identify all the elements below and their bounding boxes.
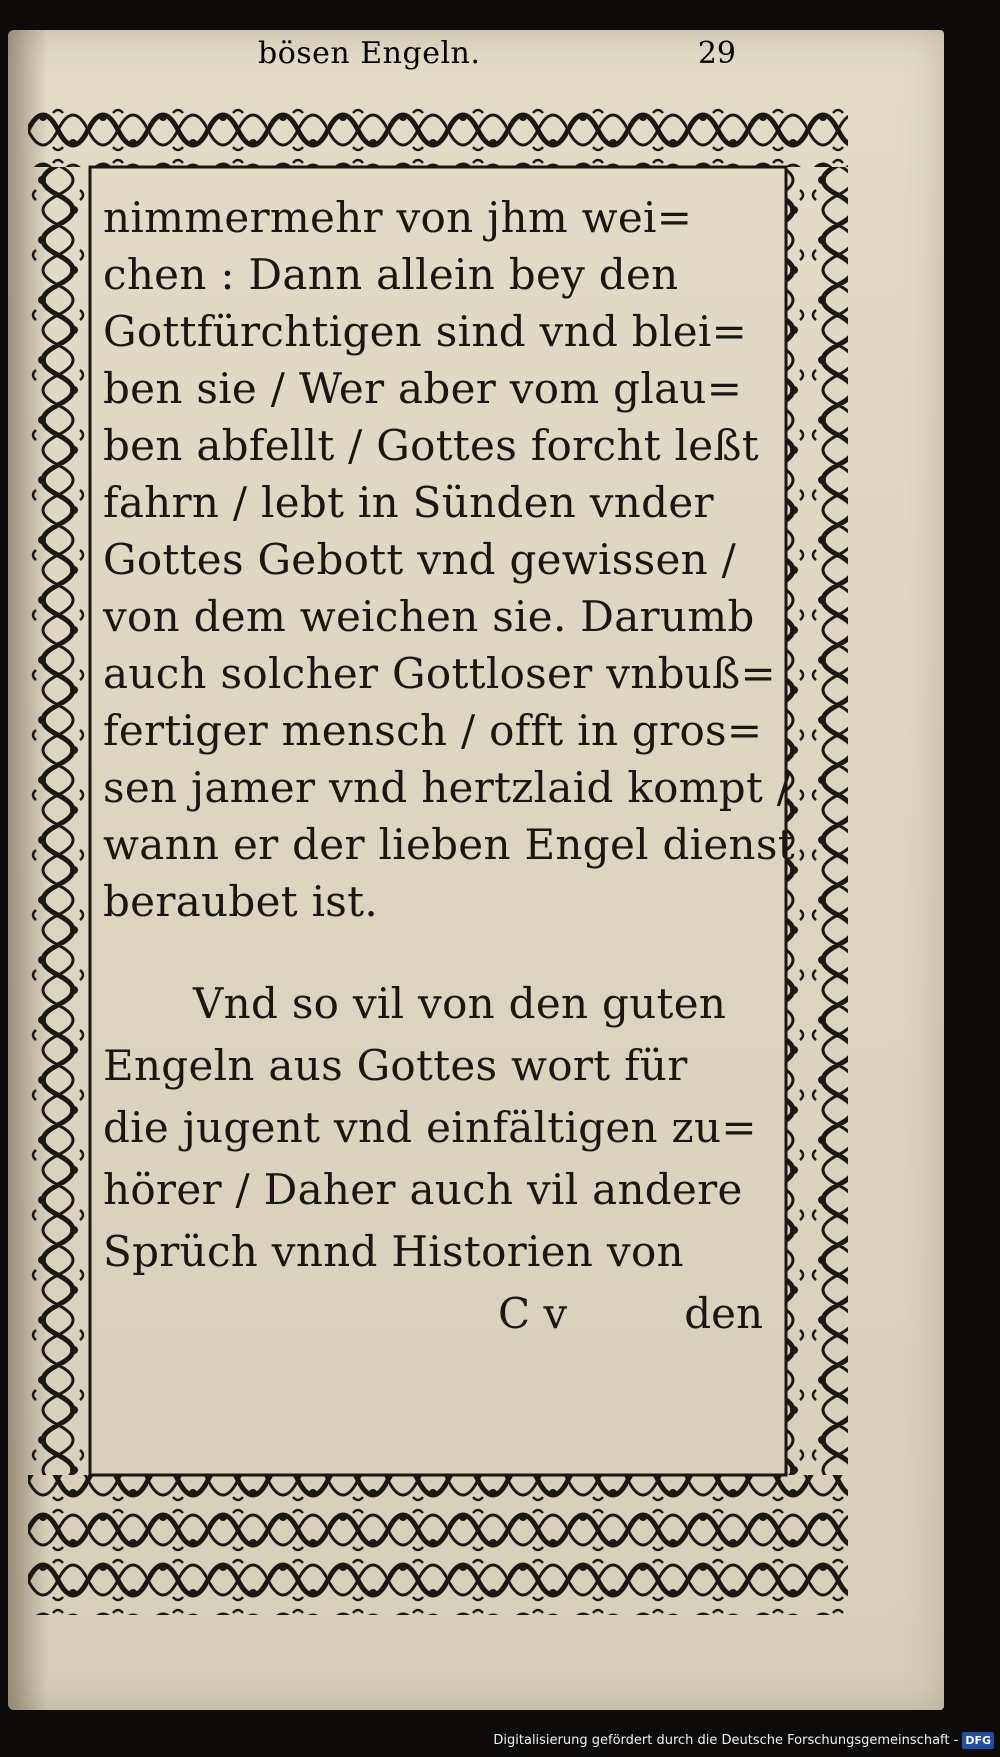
text-line: wann er der lieben Engel dienst bbox=[103, 820, 795, 869]
page-header bbox=[198, 30, 748, 80]
book-page bbox=[8, 30, 944, 1710]
text-line: Sprüch vnnd Historien von bbox=[103, 1227, 684, 1276]
text-line: sen jamer vnd hertzlaid kompt / bbox=[103, 763, 792, 812]
dfg-logo: DFG bbox=[962, 1732, 994, 1749]
text-line: Engeln aus Gottes wort für bbox=[103, 1041, 688, 1090]
catchword: den bbox=[684, 1289, 763, 1338]
text-line: nimmermehr von jhm wei= bbox=[103, 193, 693, 242]
running-title: bösen Engeln. bbox=[258, 36, 481, 71]
text-line: beraubet ist. bbox=[103, 877, 378, 926]
text-line: Gottfürchtigen sind vnd blei= bbox=[103, 307, 748, 356]
signature-mark: C v bbox=[498, 1289, 568, 1338]
page-number: 29 bbox=[697, 36, 736, 71]
text-line: ben abfellt / Gottes forcht leßt bbox=[103, 421, 759, 470]
text-line: fertiger mensch / offt in gros= bbox=[103, 706, 763, 755]
text-line: chen : Dann allein bey den bbox=[103, 250, 679, 299]
paragraph-first-line: Vnd so vil von den guten bbox=[193, 979, 727, 1028]
catchword-line bbox=[103, 1286, 763, 1342]
text-line: von dem weichen sie. Darumb bbox=[103, 592, 755, 641]
digitization-credit bbox=[493, 1729, 994, 1751]
text-line: auch solcher Gottloser vnbuß= bbox=[103, 649, 776, 698]
text-line: die jugent vnd einfältigen zu= bbox=[103, 1103, 757, 1152]
credit-text: Digitalisierung gefördert durch die Deutsche Forschungsgemeinschaft - bbox=[493, 1732, 959, 1748]
text-line: fahrn / lebt in Sünden vnder bbox=[103, 478, 714, 527]
text-line: Gottes Gebott vnd gewissen / bbox=[103, 535, 737, 584]
text-line: hörer / Daher auch vil andere bbox=[103, 1165, 743, 1214]
body-text bbox=[103, 190, 795, 1460]
text-line: ben sie / Wer aber vom glau= bbox=[103, 364, 743, 413]
